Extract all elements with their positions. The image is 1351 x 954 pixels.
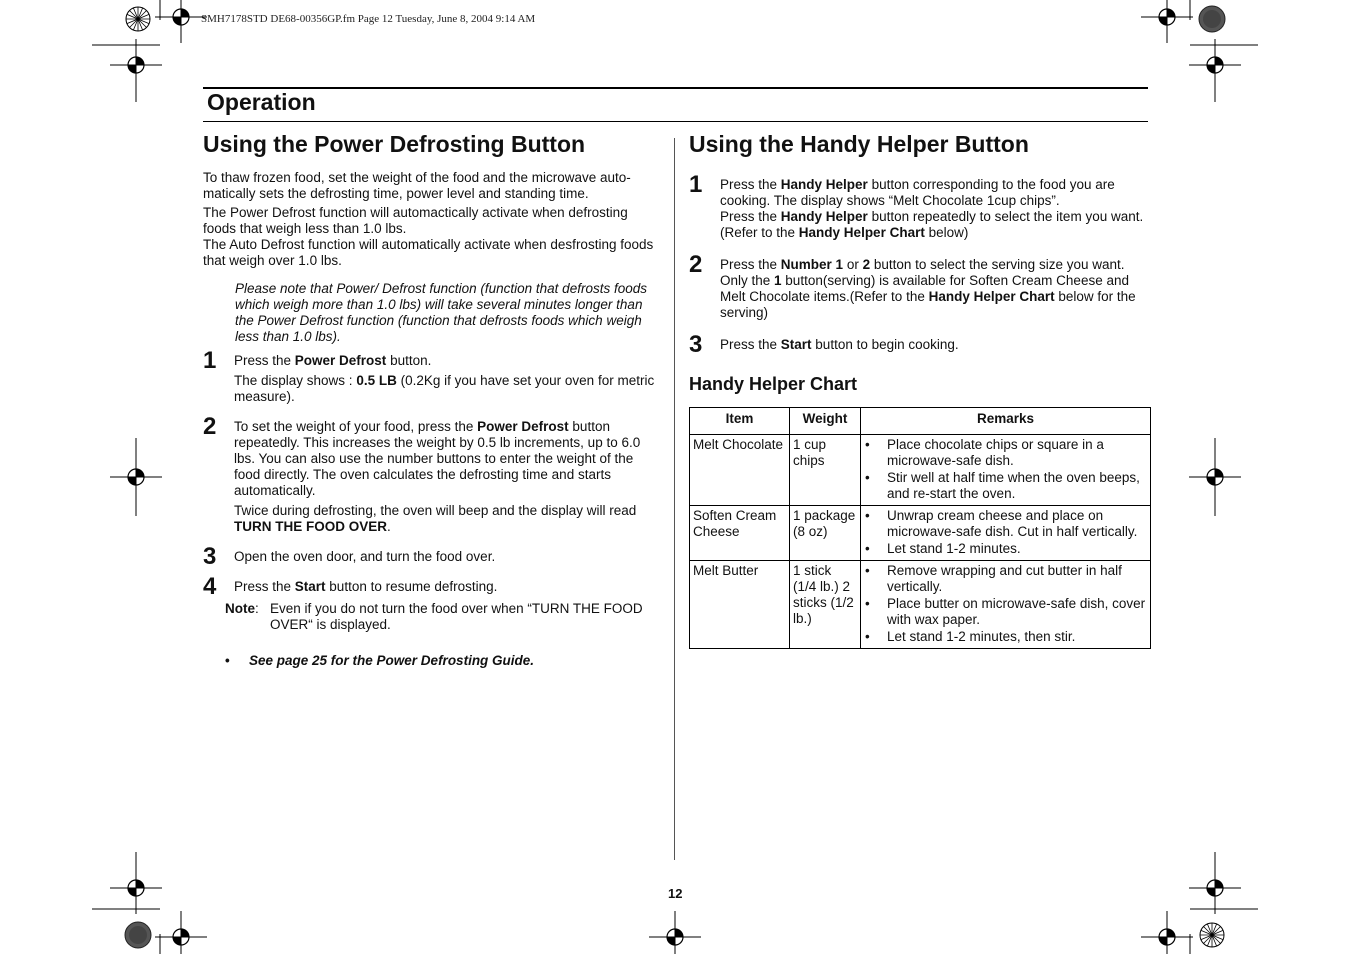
item-cell: Soften Cream Cheese bbox=[690, 506, 790, 561]
step-subtext: Twice during defrosting, the oven will beep and the display will read TURN THE FOOD OVER. bbox=[234, 503, 637, 534]
remark-item: • Stir well at half time when the oven beeps, and re-start the oven. bbox=[863, 470, 1148, 502]
column-header-weight: Weight bbox=[790, 408, 861, 435]
step-number: 1 bbox=[203, 347, 217, 374]
column-header-item: Item bbox=[690, 408, 790, 435]
step-text: Press the Power Defrost button. bbox=[234, 353, 432, 368]
remark-item: • Place butter on microwave-safe dish, cover with wax paper. bbox=[863, 596, 1148, 628]
handy-helper-chart-title: Handy Helper Chart bbox=[689, 374, 858, 394]
intro-paragraph: To thaw frozen food, set the weight of the food and the microwave auto-matically sets the defrosting time, power level and standing time. bbox=[203, 170, 631, 201]
italic-note: Please note that Power/ Defrost function (function that defrosts foods which weigh more than 1.0 lbs) will take several minutes longer than the Power Defrost function (function that defrosts foods which weigh less than 1.0 lbs). bbox=[235, 281, 647, 344]
step-number: 3 bbox=[689, 331, 703, 358]
step-text: Press the Start button to resume defrosting. bbox=[234, 579, 498, 594]
step-number: 1 bbox=[689, 171, 703, 198]
step-text: Open the oven door, and turn the food over. bbox=[234, 549, 496, 564]
step-number: 2 bbox=[689, 251, 703, 278]
remark-item: • Let stand 1-2 minutes, then stir. bbox=[863, 629, 1148, 645]
step-subtext: The display shows : 0.5 LB (0.2Kg if you have set your oven for metric measure). bbox=[234, 373, 655, 404]
remark-item: • Unwrap cream cheese and place on microwave-safe dish. Cut in half vertically. bbox=[863, 508, 1148, 540]
step-text: Press the Number 1 or 2 button to select the serving size you want. Only the 1 button(serving) is available for Soften Cream Cheese and Melt Chocolate items.(Refer to the Handy Helper Chart below for the serving) bbox=[720, 257, 1136, 320]
section-title: Operation bbox=[207, 89, 316, 115]
step-number: 3 bbox=[203, 543, 217, 570]
column-header-remarks: Remarks bbox=[861, 408, 1151, 435]
note-label: Note: bbox=[225, 601, 259, 616]
note-text: Even if you do not turn the food over when “TURN THE FOOD OVER“ is displayed. bbox=[270, 601, 643, 632]
power-defrost-heading: Using the Power Defrosting Button bbox=[203, 131, 586, 157]
step-text: Press the Start button to begin cooking. bbox=[720, 337, 959, 352]
remark-item: • Place chocolate chips or square in a microwave-safe dish. bbox=[863, 437, 1148, 469]
weight-cell: 1 stick (1/4 lb.) 2 sticks (1/2 lb.) bbox=[790, 561, 861, 649]
step-number: 2 bbox=[203, 413, 217, 440]
step-text: To set the weight of your food, press the Power Defrost button repeatedly. This increases the weight by 0.5 lb increments, up to 6.0 lbs. You can also use the number buttons to enter the weight of the food directly. The oven calculates the defrosting time and starts automatically. bbox=[234, 419, 641, 498]
weight-cell: 1 package (8 oz) bbox=[790, 506, 861, 561]
remark-item: • Let stand 1-2 minutes. bbox=[863, 541, 1148, 557]
item-cell: Melt Butter bbox=[690, 561, 790, 649]
file-info-header: SMH7178STD DE68-00356GP.fm Page 12 Tuesday, June 8, 2004 9:14 AM bbox=[201, 13, 536, 25]
step-number: 4 bbox=[203, 573, 217, 600]
weight-cell: 1 cup chips bbox=[790, 435, 861, 506]
remark-item: • Remove wrapping and cut butter in half vertically. bbox=[863, 563, 1148, 595]
step-subtext: Press the Handy Helper button repeatedly to select the item you want.(Refer to the Handy Helper Chart below) bbox=[720, 209, 1144, 240]
auto-defrost-paragraph: The Auto Defrost function will automatically activate when desfrosting foods that weigh over 1.0 lbs. bbox=[203, 237, 654, 268]
page-number: 12 bbox=[668, 886, 683, 901]
power-defrost-paragraph: The Power Defrost function will automactically activate when defrosting foods that weigh less than 1.0 lbs. bbox=[203, 205, 628, 236]
handy-helper-heading: Using the Handy Helper Button bbox=[689, 131, 1029, 157]
see-page-reference: • See page 25 for the Power Defrosting Guide. bbox=[225, 653, 535, 668]
item-cell: Melt Chocolate bbox=[690, 435, 790, 506]
step-text: Press the Handy Helper button corresponding to the food you are cooking. The display shows “Melt Chocolate 1cup chips”. bbox=[720, 177, 1115, 208]
